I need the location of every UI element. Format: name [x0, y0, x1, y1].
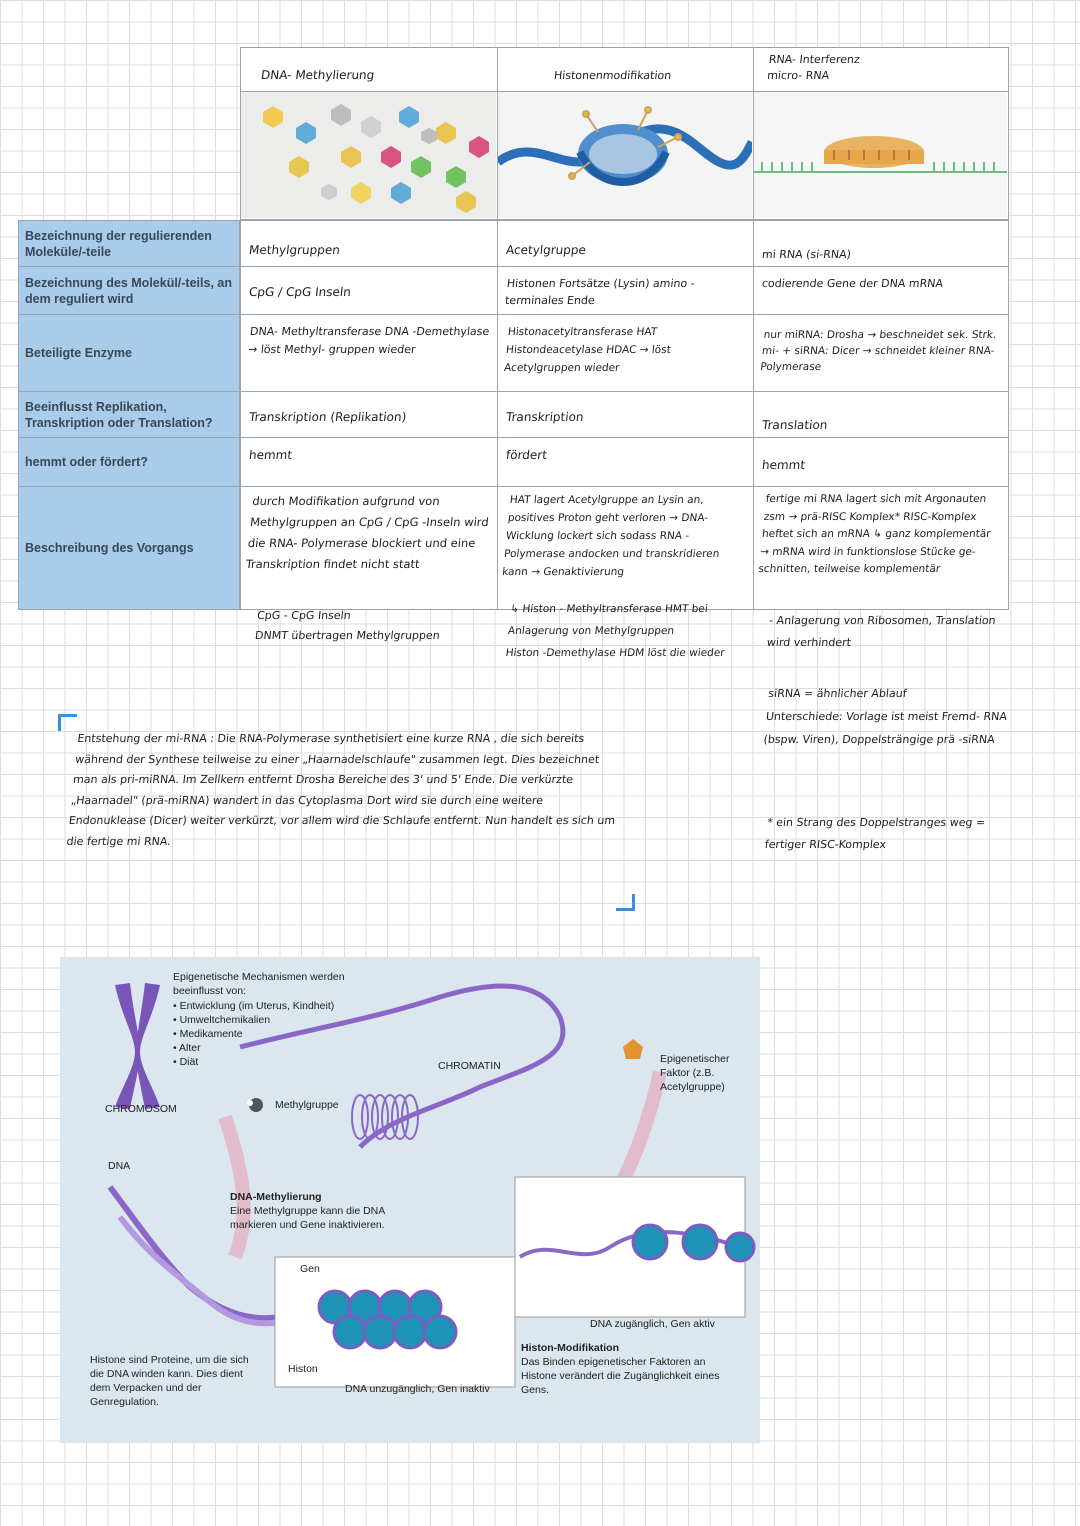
- cell-r2-c1: DNA- Methyltransferase DNA -Demethylase → löst Methyl- gruppen wieder: [240, 314, 498, 392]
- influences-title: Epigenetische Mechanismen werden beeinflusst von:: [173, 971, 345, 997]
- cell-r3-c1: Transkription (Replikation): [240, 391, 498, 438]
- label-chromosom: CHROMOSOM: [105, 1103, 177, 1115]
- row-label-enzyme: Beteiligte Enzyme: [18, 314, 240, 392]
- row-label-molekuele: Bezeichnung der regulierenden Moleküle/-teile: [18, 220, 240, 267]
- influence-item: • Medikamente: [173, 1028, 243, 1040]
- image-rna-interferenz: [753, 91, 1009, 220]
- cell-r2-c2: Histonacetyltransferase HAT Histondeacetylase HDAC → löst Acetylgruppen wieder: [497, 314, 754, 392]
- label-histone-text: Histone sind Proteine, um die sich die DNA winden kann. Dies dient dem Verpacken und der Genregulation.: [90, 1354, 249, 1408]
- row-label-molekuelteil: Bezeichnung des Molekül/-teils, an dem reguliert wird: [18, 266, 240, 315]
- cell-r1-c2: Histonen Fortsätze (Lysin) amino -terminales Ende: [497, 266, 754, 315]
- influence-item: • Diät: [173, 1056, 199, 1068]
- row-label-beschreibung: Beschreibung des Vorgangs: [18, 486, 240, 610]
- cell-r5-c3: fertige mi RNA lagert sich mit Argonauten zsm → prä-RISC Komplex* RISC-Komplex heftet sich an mRNA ↳ ganz komplementär → mRNA wird in funktionslose Stücke ge- schnitten, teilweise komplementär: [753, 486, 1009, 610]
- label-methylgruppe: Methylgruppe: [275, 1099, 339, 1111]
- note-below-col1: CpG - CpG Inseln DNMT übertragen Methylgruppen: [254, 609, 441, 642]
- cell-r0-c1: Methylgruppen: [240, 220, 498, 267]
- label-gen: Gen: [300, 1263, 320, 1275]
- col-header-histonmodifikation: Histonenmodifikation: [497, 47, 754, 92]
- note-star: * ein Strang des Doppelstranges weg = fertiger RISC-Komplex: [764, 816, 986, 851]
- cell-r5-c2: HAT lagert Acetylgruppe an Lysin an, positives Proton geht verloren → DNA- Wicklung lockert sich sodass RNA - Polymerase andocken und transkridieren kann → Genaktivierung: [497, 486, 754, 610]
- col-header-rna-interferenz: RNA- Interferenz micro- RNA: [753, 47, 1009, 92]
- label-chromatin: CHROMATIN: [438, 1060, 501, 1072]
- label-meth-title: DNA-Methylierung: [230, 1191, 322, 1203]
- bracket-bottom-right: [616, 894, 635, 911]
- cell-r2-c3: nur miRNA: Drosha → beschneidet sek. Strk. mi- + siRNA: Dicer → schneidet kleiner RNA- Polymerase: [753, 314, 1009, 392]
- row-label-replikation: Beeinflusst Replikation, Transkription oder Translation?: [18, 391, 240, 438]
- influences-list: [173, 999, 393, 1069]
- col-header-dna-methylierung: DNA- Methylierung: [240, 47, 498, 92]
- epigenetics-figure: [60, 957, 760, 1443]
- label-epigenetic-factor: Epigenetischer Faktor (z.B. Acetylgruppe): [660, 1053, 730, 1093]
- note-below-col2: ↳ Histon - Methyltransferase HMT bei Anlagerung von Methylgruppen Histon -Demethylase HDM löst die wieder: [505, 603, 726, 659]
- row-label-hemmt-foerdert: hemmt oder fördert?: [18, 437, 240, 487]
- label-hmod-text: Das Binden epigenetischer Faktoren an Histone verändert die Zugänglichkeit eines Gens.: [521, 1356, 720, 1396]
- note-sirna: siRNA = ähnlicher Ablauf Unterschiede: Vorlage ist meist Fremd- RNA (bspw. Viren), Doppelsträngige prä -siRNA: [762, 687, 1008, 746]
- cell-r1-c1: CpG / CpG Inseln: [240, 266, 498, 315]
- cell-r4-c1: hemmt: [240, 437, 498, 487]
- cell-r5-c1: durch Modifikation aufgrund von Methylgruppen an CpG / CpG -Inseln wird die RNA- Polymerase blockiert und eine Transkription findet nicht statt: [240, 486, 498, 610]
- cell-r4-c3: hemmt: [753, 437, 1009, 487]
- influence-item: • Alter: [173, 1042, 201, 1054]
- cell-r4-c2: fördert: [497, 437, 754, 487]
- label-dna-active: DNA zugänglich, Gen aktiv: [590, 1318, 715, 1330]
- label-dna: DNA: [108, 1160, 131, 1172]
- note-below-col3: - Anlagerung von Ribosomen, Translation wird verhindert: [766, 614, 997, 649]
- label-hmod-title: Histon-Modifikation: [521, 1342, 619, 1354]
- cell-r1-c3: codierende Gene der DNA mRNA: [753, 266, 1009, 315]
- cell-r0-c3: mi RNA (si-RNA): [753, 220, 1009, 267]
- influence-item: • Entwicklung (im Uterus, Kindheit): [173, 1000, 335, 1012]
- label-histon: Histon: [288, 1363, 318, 1375]
- label-dna-inactive: DNA unzugänglich, Gen inaktiv: [345, 1383, 490, 1395]
- label-meth-text: Eine Methylgruppe kann die DNA markieren und Gene inaktivieren.: [230, 1205, 385, 1231]
- note-mirna-entstehung: Entstehung der mi-RNA : Die RNA-Polymerase synthetisiert eine kurze RNA , die sich bereits während der Synthese teilweise zu einer „Haarnadelschlaufe" zusammen legt. Dies bezeichnet man als pri-miRNA. Im Zellkern entfernt Drosha Bereiche des 3' und 5' Ende. Die verkürzte „Haarnadel" (prä-miRNA) wandert in das Cytoplasma Dort wird sie durch eine weitere Endonuklease (Dicer) weiter verkürzt, vor allem wird die Schlaufe entfernt. Nun handelt es sich um die fertige mi RNA.: [66, 732, 616, 848]
- cell-r3-c2: Transkription: [497, 391, 754, 438]
- influence-item: • Umweltchemikalien: [173, 1014, 271, 1026]
- image-histonmodifikation: [497, 91, 754, 220]
- bracket-top-left: [58, 714, 77, 731]
- image-dna-methylierung: [240, 91, 498, 220]
- cell-r3-c3: Translation: [753, 391, 1009, 438]
- cell-r0-c2: Acetylgruppe: [497, 220, 754, 267]
